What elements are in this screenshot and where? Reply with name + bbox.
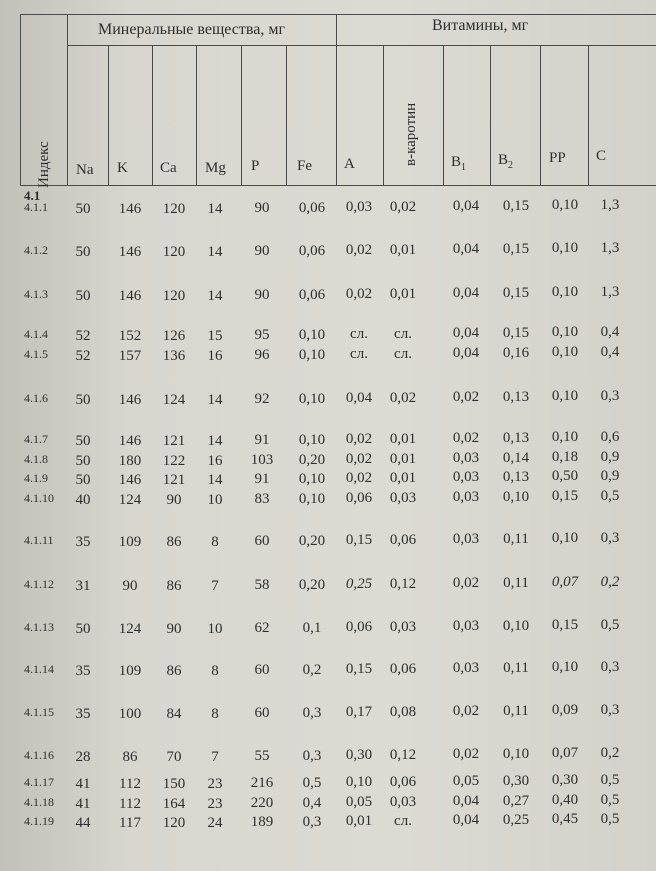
row-index: 4.1.8 bbox=[24, 452, 48, 466]
cell-b1: 0,03 bbox=[452, 489, 480, 505]
cell-c: 1,3 bbox=[600, 240, 620, 256]
cell-ca: 136 bbox=[162, 348, 186, 364]
cell-b1: 0,05 bbox=[452, 773, 480, 789]
col-header-ca: Ca bbox=[160, 160, 177, 176]
col-rule bbox=[152, 45, 153, 185]
cell-p: 96 bbox=[254, 347, 270, 363]
cell-bc: 0,12 bbox=[389, 576, 417, 592]
cell-na: 50 bbox=[75, 433, 91, 449]
cell-na: 40 bbox=[75, 492, 91, 508]
cell-b1: 0,02 bbox=[452, 746, 480, 762]
cell-k: 146 bbox=[118, 244, 142, 260]
cell-p: 92 bbox=[254, 391, 270, 407]
col-rule bbox=[286, 45, 287, 185]
cell-c: 0,5 bbox=[600, 488, 620, 504]
cell-b2: 0,25 bbox=[502, 812, 530, 828]
cell-p: 60 bbox=[254, 662, 270, 678]
cell-mg: 14 bbox=[207, 392, 223, 408]
cell-ca: 120 bbox=[162, 201, 186, 217]
cell-mg: 8 bbox=[211, 706, 219, 722]
cell-pp: 0,10 bbox=[551, 429, 579, 445]
cell-k: 152 bbox=[118, 328, 142, 344]
cell-c: 0,5 bbox=[600, 772, 620, 788]
group-rule bbox=[67, 45, 656, 46]
cell-a: 0,02 bbox=[345, 242, 373, 258]
cell-pp: 0,10 bbox=[551, 240, 579, 256]
cell-mg: 23 bbox=[207, 776, 223, 792]
cell-na: 50 bbox=[75, 472, 91, 488]
row-index: 4.1.15 bbox=[24, 705, 54, 719]
cell-c: 0,5 bbox=[600, 792, 620, 808]
cell-a: 0,10 bbox=[345, 774, 373, 790]
b2-base: B bbox=[498, 152, 509, 168]
cell-p: 55 bbox=[254, 748, 270, 764]
cell-fe: 0,20 bbox=[298, 533, 326, 549]
cell-bc: 0,02 bbox=[389, 199, 417, 215]
cell-b1: 0,04 bbox=[452, 793, 480, 809]
cell-bc: 0,06 bbox=[389, 532, 417, 548]
cell-pp: 0,50 bbox=[551, 468, 579, 484]
cell-na: 35 bbox=[75, 534, 91, 550]
cell-pp: 0,10 bbox=[551, 344, 579, 360]
cell-b1: 0,03 bbox=[452, 660, 480, 676]
cell-fe: 0,5 bbox=[302, 775, 322, 791]
col-rule bbox=[540, 45, 541, 185]
row-index: 4.1.7 bbox=[24, 432, 48, 446]
cell-p: 91 bbox=[254, 432, 270, 448]
cell-ca: 90 bbox=[166, 492, 182, 508]
col-rule bbox=[588, 45, 589, 185]
minerals-group-header: Минеральные вещества, мг bbox=[98, 21, 285, 38]
cell-k: 90 bbox=[122, 578, 138, 594]
cell-bc: 0,08 bbox=[389, 704, 417, 720]
cell-pp: 0,40 bbox=[551, 792, 579, 808]
cell-fe: 0,4 bbox=[302, 795, 322, 811]
cell-c: 0,4 bbox=[600, 324, 620, 340]
cell-bc: 0,01 bbox=[389, 286, 417, 302]
cell-fe: 0,3 bbox=[302, 814, 322, 830]
cell-a: 0,15 bbox=[345, 661, 373, 677]
cell-b2: 0,10 bbox=[502, 618, 530, 634]
cell-bc: 0,06 bbox=[389, 774, 417, 790]
cell-p: 189 bbox=[250, 814, 274, 830]
row-index: 4.1.19 bbox=[24, 814, 54, 828]
cell-b2: 0,13 bbox=[502, 469, 530, 485]
cell-c: 1,3 bbox=[600, 284, 620, 300]
col-rule bbox=[67, 14, 68, 185]
cell-ca: 121 bbox=[162, 472, 186, 488]
cell-pp: 0,09 bbox=[551, 702, 579, 718]
cell-na: 44 bbox=[75, 815, 91, 831]
cell-b2: 0,10 bbox=[502, 746, 530, 762]
cell-b2: 0,11 bbox=[503, 703, 529, 719]
cell-b1: 0,03 bbox=[452, 618, 480, 634]
cell-k: 146 bbox=[118, 472, 142, 488]
cell-na: 50 bbox=[75, 392, 91, 408]
cell-c: 0,9 bbox=[600, 449, 620, 465]
col-rule bbox=[20, 14, 21, 185]
row-index: 4.1.11 bbox=[24, 533, 54, 547]
cell-k: 146 bbox=[118, 201, 142, 217]
cell-a: 0,15 bbox=[345, 532, 373, 548]
cell-bc: 0,03 bbox=[389, 490, 417, 506]
cell-b2: 0,16 bbox=[502, 345, 530, 361]
cell-na: 52 bbox=[75, 328, 91, 344]
cell-a: 0,04 bbox=[345, 390, 373, 406]
cell-c: 0,3 bbox=[600, 702, 620, 718]
cell-fe: 0,10 bbox=[298, 347, 326, 363]
col-header-b1 bbox=[451, 154, 466, 176]
b1-subscript: 1 bbox=[461, 162, 467, 173]
cell-na: 31 bbox=[75, 578, 91, 594]
cell-c: 0,2 bbox=[600, 745, 620, 761]
cell-k: 157 bbox=[118, 348, 142, 364]
cell-c: 0,2 bbox=[600, 574, 620, 590]
cell-ca: 124 bbox=[162, 392, 186, 408]
cell-bc: 0,02 bbox=[389, 390, 417, 406]
b2-subscript: 2 bbox=[508, 160, 514, 171]
cell-pp: 0,15 bbox=[551, 488, 579, 504]
cell-fe: 0,10 bbox=[298, 391, 326, 407]
cell-ca: 121 bbox=[162, 433, 186, 449]
cell-pp: 0,10 bbox=[551, 659, 579, 675]
row-index: 4.1.16 bbox=[24, 748, 54, 762]
row-index: 4.1.1 bbox=[24, 200, 48, 214]
cell-k: 117 bbox=[119, 815, 141, 831]
cell-b2: 0,15 bbox=[502, 241, 530, 257]
cell-mg: 7 bbox=[211, 578, 219, 594]
beta-carotene-header: в-каротин bbox=[403, 102, 419, 166]
cell-fe: 0,20 bbox=[298, 577, 326, 593]
cell-c: 0,5 bbox=[600, 811, 620, 827]
cell-ca: 70 bbox=[166, 749, 182, 765]
cell-pp: 0,30 bbox=[551, 772, 579, 788]
row-index: 4.1.12 bbox=[24, 577, 54, 591]
col-rule bbox=[490, 45, 491, 185]
cell-k: 146 bbox=[118, 288, 142, 304]
col-header-c: C bbox=[596, 148, 607, 164]
cell-bc: сл. bbox=[394, 813, 412, 829]
cell-p: 91 bbox=[254, 471, 270, 487]
cell-a: 0,02 bbox=[345, 286, 373, 302]
row-index: 4.1.14 bbox=[24, 662, 54, 676]
cell-b1: 0,02 bbox=[452, 389, 480, 405]
cell-b2: 0,30 bbox=[502, 773, 530, 789]
col-rule bbox=[108, 45, 109, 185]
cell-fe: 0,20 bbox=[298, 452, 326, 468]
row-index: 4.1.9 bbox=[24, 471, 48, 485]
cell-fe: 0,2 bbox=[302, 662, 322, 678]
cell-b1: 0,02 bbox=[452, 430, 480, 446]
col-rule bbox=[336, 14, 337, 185]
cell-mg: 7 bbox=[211, 749, 219, 765]
cell-k: 124 bbox=[118, 492, 142, 508]
cell-na: 50 bbox=[75, 244, 91, 260]
cell-a: сл. bbox=[350, 346, 368, 362]
cell-pp: 0,18 bbox=[551, 449, 579, 465]
cell-p: 90 bbox=[254, 287, 270, 303]
cell-bc: сл. bbox=[394, 326, 412, 342]
row-index: 4.1.5 bbox=[24, 347, 48, 361]
cell-na: 35 bbox=[75, 663, 91, 679]
cell-a: 0,02 bbox=[345, 431, 373, 447]
cell-c: 1,3 bbox=[600, 197, 620, 213]
cell-b1: 0,04 bbox=[452, 285, 480, 301]
cell-b2: 0,15 bbox=[502, 285, 530, 301]
col-header-na: Na bbox=[76, 162, 94, 178]
cell-mg: 15 bbox=[207, 328, 223, 344]
cell-p: 58 bbox=[254, 577, 270, 593]
cell-a: 0,17 bbox=[345, 704, 373, 720]
cell-a: 0,30 bbox=[345, 747, 373, 763]
cell-na: 35 bbox=[75, 706, 91, 722]
cell-c: 0,6 bbox=[600, 429, 620, 445]
col-rule bbox=[443, 45, 444, 185]
section-label: 4.1 bbox=[24, 188, 41, 203]
cell-p: 90 bbox=[254, 243, 270, 259]
cell-fe: 0,06 bbox=[298, 200, 326, 216]
cell-a: 0,02 bbox=[345, 470, 373, 486]
cell-a: 0,05 bbox=[345, 794, 373, 810]
cell-bc: сл. bbox=[394, 346, 412, 362]
cell-b2: 0,15 bbox=[502, 325, 530, 341]
cell-pp: 0,10 bbox=[551, 530, 579, 546]
row-index: 4.1.2 bbox=[24, 243, 48, 257]
cell-b2: 0,11 bbox=[503, 531, 529, 547]
cell-b2: 0,14 bbox=[502, 450, 530, 466]
cell-b2: 0,13 bbox=[502, 430, 530, 446]
cell-fe: 0,10 bbox=[298, 471, 326, 487]
cell-k: 86 bbox=[122, 749, 138, 765]
cell-mg: 8 bbox=[211, 534, 219, 550]
cell-p: 90 bbox=[254, 200, 270, 216]
cell-c: 0,3 bbox=[600, 659, 620, 675]
col-header-pp: PP bbox=[549, 150, 566, 166]
cell-fe: 0,06 bbox=[298, 287, 326, 303]
cell-a: 0,25 bbox=[345, 576, 373, 592]
cell-ca: 120 bbox=[162, 244, 186, 260]
cell-k: 109 bbox=[118, 663, 142, 679]
row-index: 4.1.6 bbox=[24, 391, 48, 405]
cell-na: 50 bbox=[75, 621, 91, 637]
cell-k: 124 bbox=[118, 621, 142, 637]
col-header-b2 bbox=[498, 152, 513, 174]
cell-mg: 16 bbox=[207, 348, 223, 364]
cell-b1: 0,04 bbox=[452, 325, 480, 341]
cell-c: 0,4 bbox=[600, 344, 620, 360]
cell-fe: 0,3 bbox=[302, 705, 322, 721]
cell-mg: 10 bbox=[207, 492, 223, 508]
cell-c: 0,5 bbox=[600, 617, 620, 633]
index-column-header: Индекс bbox=[36, 141, 52, 188]
cell-ca: 126 bbox=[162, 328, 186, 344]
cell-na: 28 bbox=[75, 749, 91, 765]
cell-b1: 0,04 bbox=[452, 198, 480, 214]
cell-mg: 14 bbox=[207, 288, 223, 304]
top-rule bbox=[20, 14, 656, 15]
cell-ca: 120 bbox=[162, 815, 186, 831]
cell-mg: 14 bbox=[207, 244, 223, 260]
cell-a: 0,01 bbox=[345, 813, 373, 829]
cell-bc: 0,12 bbox=[389, 747, 417, 763]
cell-b1: 0,03 bbox=[452, 531, 480, 547]
cell-b2: 0,15 bbox=[502, 198, 530, 214]
cell-mg: 16 bbox=[207, 453, 223, 469]
cell-p: 62 bbox=[254, 620, 270, 636]
cell-k: 112 bbox=[119, 776, 141, 792]
cell-ca: 122 bbox=[162, 453, 186, 469]
cell-b1: 0,04 bbox=[452, 241, 480, 257]
cell-fe: 0,1 bbox=[302, 620, 322, 636]
row-index: 4.1.13 bbox=[24, 620, 54, 634]
cell-a: 0,03 bbox=[345, 199, 373, 215]
cell-b2: 0,27 bbox=[502, 793, 530, 809]
cell-b1: 0,02 bbox=[452, 575, 480, 591]
cell-c: 0,9 bbox=[600, 468, 620, 484]
cell-pp: 0,10 bbox=[551, 388, 579, 404]
b1-base: B bbox=[451, 154, 462, 170]
cell-p: 216 bbox=[250, 775, 274, 791]
col-header-p: P bbox=[251, 158, 260, 174]
cell-fe: 0,10 bbox=[298, 432, 326, 448]
cell-a: 0,06 bbox=[345, 490, 373, 506]
cell-mg: 14 bbox=[207, 433, 223, 449]
cell-b1: 0,03 bbox=[452, 469, 480, 485]
cell-p: 95 bbox=[254, 327, 270, 343]
cell-ca: 86 bbox=[166, 663, 182, 679]
header-bottom-rule bbox=[20, 185, 656, 186]
col-rule bbox=[383, 45, 384, 185]
cell-pp: 0,10 bbox=[551, 197, 579, 213]
cell-mg: 24 bbox=[207, 815, 223, 831]
cell-pp: 0,45 bbox=[551, 811, 579, 827]
cell-bc: 0,01 bbox=[389, 242, 417, 258]
col-rule bbox=[196, 45, 197, 185]
cell-p: 220 bbox=[250, 795, 274, 811]
row-index: 4.1.3 bbox=[24, 287, 48, 301]
cell-pp: 0,07 bbox=[551, 574, 579, 590]
cell-pp: 0,15 bbox=[551, 617, 579, 633]
cell-b1: 0,03 bbox=[452, 450, 480, 466]
cell-na: 50 bbox=[75, 453, 91, 469]
cell-c: 0,3 bbox=[600, 530, 620, 546]
cell-k: 112 bbox=[119, 796, 141, 812]
cell-p: 60 bbox=[254, 705, 270, 721]
cell-p: 83 bbox=[254, 491, 270, 507]
cell-na: 50 bbox=[75, 201, 91, 217]
cell-mg: 8 bbox=[211, 663, 219, 679]
cell-a: сл. bbox=[350, 326, 368, 342]
cell-bc: 0,01 bbox=[389, 451, 417, 467]
cell-ca: 86 bbox=[166, 534, 182, 550]
cell-na: 52 bbox=[75, 348, 91, 364]
col-header-mg: Mg bbox=[205, 160, 226, 176]
cell-b1: 0,04 bbox=[452, 345, 480, 361]
vitamins-group-header: Витамины, мг bbox=[432, 17, 529, 34]
cell-bc: 0,01 bbox=[389, 470, 417, 486]
row-index: 4.1.4 bbox=[24, 327, 48, 341]
cell-b1: 0,02 bbox=[452, 703, 480, 719]
cell-ca: 120 bbox=[162, 288, 186, 304]
cell-ca: 150 bbox=[162, 776, 186, 792]
cell-na: 41 bbox=[75, 776, 91, 792]
cell-bc: 0,03 bbox=[389, 619, 417, 635]
col-header-a: A bbox=[344, 156, 355, 172]
cell-bc: 0,01 bbox=[389, 431, 417, 447]
cell-na: 50 bbox=[75, 288, 91, 304]
cell-na: 41 bbox=[75, 796, 91, 812]
cell-mg: 14 bbox=[207, 201, 223, 217]
cell-fe: 0,10 bbox=[298, 491, 326, 507]
row-index: 4.1.10 bbox=[24, 491, 54, 505]
cell-bc: 0,03 bbox=[389, 794, 417, 810]
cell-ca: 90 bbox=[166, 621, 182, 637]
cell-fe: 0,10 bbox=[298, 327, 326, 343]
cell-ca: 164 bbox=[162, 796, 186, 812]
cell-ca: 86 bbox=[166, 578, 182, 594]
cell-b2: 0,13 bbox=[502, 389, 530, 405]
cell-mg: 14 bbox=[207, 472, 223, 488]
cell-k: 109 bbox=[118, 534, 142, 550]
cell-k: 180 bbox=[118, 453, 142, 469]
cell-ca: 84 bbox=[166, 706, 182, 722]
cell-c: 0,3 bbox=[600, 388, 620, 404]
cell-pp: 0,10 bbox=[551, 284, 579, 300]
cell-k: 100 bbox=[118, 706, 142, 722]
cell-p: 60 bbox=[254, 533, 270, 549]
cell-bc: 0,06 bbox=[389, 661, 417, 677]
row-index: 4.1.18 bbox=[24, 795, 54, 809]
cell-pp: 0,07 bbox=[551, 745, 579, 761]
cell-fe: 0,3 bbox=[302, 748, 322, 764]
col-header-fe: Fe bbox=[297, 158, 312, 174]
cell-b2: 0,10 bbox=[502, 489, 530, 505]
cell-k: 146 bbox=[118, 392, 142, 408]
col-header-k: K bbox=[117, 160, 128, 176]
cell-k: 146 bbox=[118, 433, 142, 449]
cell-pp: 0,10 bbox=[551, 324, 579, 340]
cell-fe: 0,06 bbox=[298, 243, 326, 259]
cell-a: 0,06 bbox=[345, 619, 373, 635]
col-rule bbox=[241, 45, 242, 185]
cell-b2: 0,11 bbox=[503, 575, 529, 591]
cell-mg: 10 bbox=[207, 621, 223, 637]
cell-b1: 0,04 bbox=[452, 812, 480, 828]
cell-a: 0,02 bbox=[345, 451, 373, 467]
row-index: 4.1.17 bbox=[24, 775, 54, 789]
cell-p: 103 bbox=[250, 452, 274, 468]
cell-b2: 0,11 bbox=[503, 660, 529, 676]
cell-mg: 23 bbox=[207, 796, 223, 812]
